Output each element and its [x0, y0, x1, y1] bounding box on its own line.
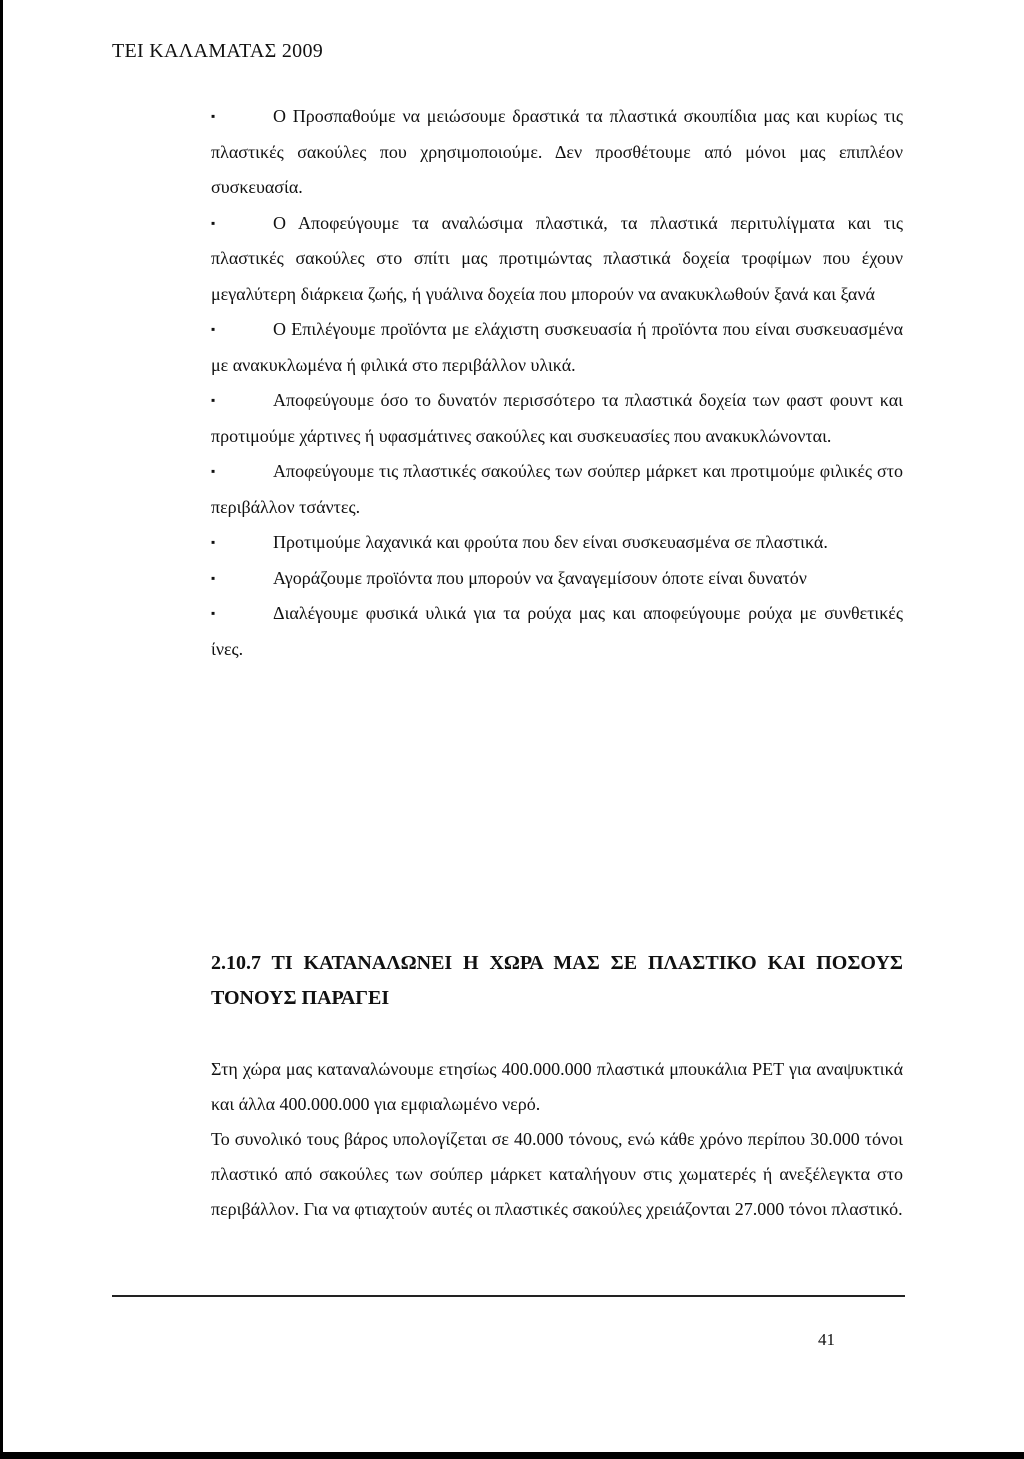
section-heading: 2.10.7 ΤΙ ΚΑΤΑΝΑΛΩΝΕΙ Η ΧΩΡΑ ΜΑΣ ΣΕ ΠΛΑΣΤΙΚΟ ΚΑΙ ΠΟΣΟΥΣ ΤΟΝΟΥΣ ΠΑΡΑΓΕΙ [211, 952, 903, 1009]
bullet-text: Διαλέγουμε φυσικά υλικά για τα ρούχα μας και αποφεύγουμε ρούχα με συνθετικές ίνες. [211, 603, 903, 659]
bullet-item [211, 596, 903, 667]
footer-divider [112, 1295, 905, 1297]
scan-border-left [0, 0, 3, 1459]
bullet-square-icon: ▪ [211, 606, 216, 620]
bullet-text: Ο Αποφεύγουμε τα αναλώσιμα πλαστικά, τα πλαστικά περιτυλίγματα και τις πλαστικές σακούλες στο σπίτι μας προτιμώντας πλαστικά δοχεία τροφίμων που έχουν μεγαλύτερη διάρκεια ζωής, ή γυάλινα δοχεία που μπορούν να ανακυκλωθούν ξανά και ξανά [211, 212, 903, 304]
bullet-text: Προτιμούμε λαχανικά και φρούτα που δεν είναι συσκευασμένα σε πλαστικά. [273, 532, 828, 552]
bullet-text: Ο Προσπαθούμε να μειώσουμε δραστικά τα πλαστικά σκουπίδια μας και κυρίως τις πλαστικές σακούλες που χρησιμοποιούμε. Δεν προσθέτουμε από μόνοι μας επιπλέον συσκευασία. [211, 106, 903, 197]
bullet-item [211, 383, 903, 454]
bullet-item [211, 561, 903, 597]
bullet-item [211, 206, 903, 313]
bullet-square-icon: ▪ [211, 535, 216, 549]
bullet-square-icon: ▪ [211, 322, 216, 336]
page-number: 41 [818, 1330, 835, 1349]
bullet-square-icon: ▪ [211, 393, 216, 407]
bullet-square-icon: ▪ [211, 215, 216, 230]
bullet-item [211, 312, 903, 383]
bullet-square-icon: ▪ [211, 109, 216, 123]
bullet-text: Ο Επιλέγουμε προϊόντα με ελάχιστη συσκευασία ή προϊόντα που είναι συσκευασμένα με ανακυκλωμένα ή φιλικά στο περιβάλλον υλικά. [211, 319, 903, 375]
bullet-text: Αποφεύγουμε τις πλαστικές σακούλες των σούπερ μάρκετ και προτιμούμε φιλικές στο περιβάλλον τσάντες. [211, 461, 903, 517]
bullet-item [211, 525, 903, 561]
body-paragraph: Το συνολικό τους βάρος υπολογίζεται σε 40.000 τόνους, ενώ κάθε χρόνο περίπου 30.000 τόνοι πλαστικό από σακούλες των σούπερ μάρκετ καταλήγουν στις χωματερές ή ανεξέλεγκτα στο περιβάλλον. Για να φτιαχτούν αυτές οι πλαστικές σακούλες χρειάζονται 27.000 τόνοι πλαστικό. [211, 1129, 903, 1219]
bullet-list [211, 99, 903, 667]
bullet-text: Αγοράζουμε προϊόντα που μπορούν να ξαναγεμίσουν όποτε είναι δυνατόν [273, 567, 807, 588]
bullet-text: Αποφεύγουμε όσο το δυνατόν περισσότερο τα πλαστικά δοχεία των φαστ φουντ και προτιμούμε χάρτινες ή υφασμάτινες σακούλες και συσκευασίες που ανακυκλώνονται. [211, 390, 903, 446]
bullet-square-icon: ▪ [211, 464, 216, 478]
bullet-item [211, 99, 903, 206]
page-header: ΤΕΙ ΚΑΛΑΜΑΤΑΣ 2009 [112, 40, 324, 62]
bullet-square-icon: ▪ [211, 570, 216, 585]
scan-border-bottom [0, 1452, 1024, 1459]
body-paragraph: Στη χώρα μας καταναλώνουμε ετησίως 400.000.000 πλαστικά μπουκάλια PET για αναψυκτικά και άλλα 400.000.000 για εμφιαλωμένο νερό. [211, 1059, 903, 1114]
bullet-item [211, 454, 903, 525]
section-body [211, 1052, 903, 1227]
